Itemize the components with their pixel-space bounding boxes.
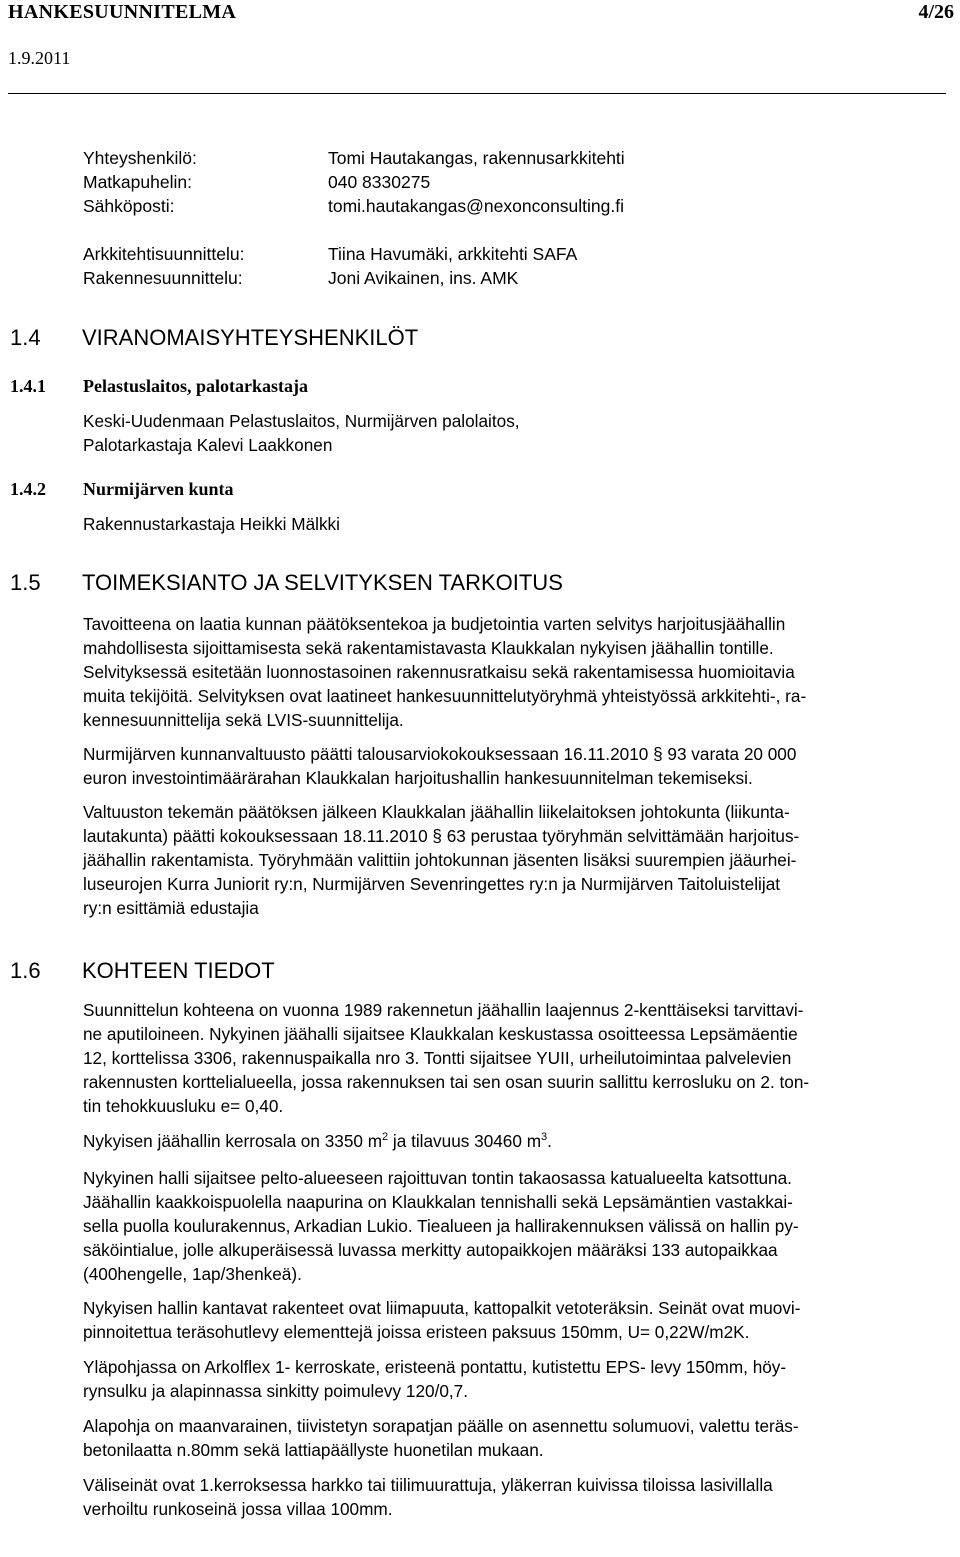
subsection-title: Pelastuslaitos, palotarkastaja [83, 376, 308, 396]
section-number: 1.4 [10, 325, 41, 350]
paragraph [83, 1296, 943, 1344]
text-line: luseurojen Kurra Juniorit ry:n, Nurmijärven Sevenringettes ry:n ja Nurmijärven Taitoluistelijat [83, 874, 781, 894]
text-line: lautakunta) päätti kokouksessaan 18.11.2010 § 63 perustaa työryhmän selvittämään harjoitus- [83, 826, 800, 846]
text-line: tin tehokkuusluku e= 0,40. [83, 1096, 284, 1116]
contact-value: tomi.hautakangas@nexonconsulting.fi [328, 196, 625, 216]
subsection-heading-1-4-2 [10, 479, 234, 500]
subsection-body-1-4-2 [83, 512, 943, 536]
text-line: euron investointimäärärahan Klaukkalan harjoitushallin hankesuunnitelman tekemiseksi. [83, 768, 753, 788]
page-number: 4/26 [918, 1, 954, 23]
superscript: 2 [382, 1131, 389, 1143]
text-line: betonilaatta n.80mm sekä lattiapäällyste huonetilan mukaan. [83, 1440, 544, 1460]
header-divider [8, 93, 946, 94]
text-line: muita tekijöitä. Selvityksen ovat laatineet hankesuunnittelutyöryhmä yhteistyössä arkkitehti-, ra- [83, 686, 807, 706]
paragraph [83, 742, 943, 790]
text-fragment: . [547, 1131, 552, 1151]
text-line: jäähallin rakentamista. Työryhmään valittiin johtokunnan jäsenten lisäksi suurempien jääurhei- [83, 850, 797, 870]
designer-value: Joni Avikainen, ins. AMK [328, 268, 519, 288]
designer-row [83, 242, 577, 266]
text-line: verhoiltu runkoseinä jossa villaa 100mm. [83, 1499, 393, 1519]
subsection-number: 1.4.1 [10, 376, 46, 396]
text-line: Selvityksessä esitetään luonnostasoinen rakennusratkaisu sekä rakentamisessa huomioitavia [83, 662, 795, 682]
text-line: sella puolla koulurakennus, Arkadian Lukio. Tiealueen ja hallirakennuksen välissä on hallin py- [83, 1216, 799, 1236]
contact-value: Tomi Hautakangas, rakennusarkkitehti [328, 148, 625, 168]
text-line: Palotarkastaja Kalevi Laakkonen [83, 435, 333, 455]
contact-row [83, 194, 625, 218]
paragraph [83, 1414, 943, 1462]
paragraph-floor-area [83, 1129, 943, 1153]
superscript: 3 [541, 1131, 548, 1143]
text-fragment: ja tilavuus 30460 m [388, 1131, 542, 1151]
text-line: Väliseinät ovat 1.kerroksessa harkko tai tiilimuurattuja, yläkerran kuivissa tiloissa lasivillalla [83, 1475, 773, 1495]
contact-block [83, 146, 625, 218]
text-line: ne aputiloineen. Nykyinen jäähalli sijaitsee Klaukkalan keskustassa osoitteessa Lepsämäentie [83, 1024, 798, 1044]
text-line: (400hengelle, 1ap/3henkeä). [83, 1264, 302, 1284]
document-title: HANKESUUNNITELMA [8, 1, 237, 23]
designer-label: Arkkitehtisuunnittelu: [83, 244, 245, 264]
section-number: 1.6 [10, 958, 41, 983]
subsection-body-1-4-1 [83, 409, 943, 457]
contact-label: Matkapuhelin: [83, 172, 192, 192]
text-line: kennesuunnittelija sekä LVIS-suunnittelija. [83, 710, 404, 730]
text-line: Nykyinen halli sijaitsee pelto-alueeseen rajoittuvan tontin takaosassa katualueelta katsottuna. [83, 1168, 792, 1188]
contact-label: Sähköposti: [83, 196, 175, 216]
text-line: Nykyisen hallin kantavat rakenteet ovat liimapuuta, kattopalkit vetoteräksin. Seinät ovat muovi- [83, 1298, 801, 1318]
text-line: Rakennustarkastaja Heikki Mälkki [83, 514, 340, 534]
section-title: TOIMEKSIANTO JA SELVITYKSEN TARKOITUS [82, 570, 563, 595]
text-line: Tavoitteena on laatia kunnan päätöksentekoa ja budjetointia varten selvitys harjoitusjäähallin [83, 614, 786, 634]
paragraph [83, 1166, 943, 1286]
designer-row [83, 266, 577, 290]
paragraph [83, 1355, 943, 1403]
section-number: 1.5 [10, 570, 41, 595]
text-line: Alapohja on maanvarainen, tiivistetyn sorapatjan päälle on asennettu solumuovi, valettu teräs- [83, 1416, 799, 1436]
text-line [83, 1129, 943, 1153]
designer-label: Rakennesuunnittelu: [83, 268, 243, 288]
text-line: mahdollisesta sijoittamisesta sekä rakentamistavasta Klaukkalan nykyisen jäähallin tontille. [83, 638, 774, 658]
subsection-number: 1.4.2 [10, 479, 46, 499]
section-heading-1-4 [10, 325, 418, 351]
text-line: Suunnittelun kohteena on vuonna 1989 rakennetun jäähallin laajennus 2-kenttäiseksi tarvittavi- [83, 1000, 804, 1020]
paragraph [83, 998, 943, 1118]
paragraph [83, 800, 943, 920]
text-line: rynsulku ja alapinnassa sinkitty poimulevy 120/0,7. [83, 1381, 469, 1401]
text-line: Keski-Uudenmaan Pelastuslaitos, Nurmijärven palolaitos, [83, 411, 520, 431]
text-line: Nurmijärven kunnanvaltuusto päätti talousarviokokouksessaan 16.11.2010 § 93 varata 20 000 [83, 744, 797, 764]
paragraph [83, 612, 943, 732]
subsection-heading-1-4-1 [10, 376, 308, 397]
text-line: Jäähallin kaakkoispuolella naapurina on Klaukkalan tennishalli sekä Lepsämäntien vastakkai- [83, 1192, 793, 1212]
document-date: 1.9.2011 [8, 48, 71, 68]
text-line: ry:n esittämiä edustajia [83, 898, 259, 918]
contact-row [83, 170, 625, 194]
section-heading-1-6 [10, 958, 275, 984]
text-line: Valtuuston tekemän päätöksen jälkeen Klaukkalan jäähallin liikelaitoksen johtokunta (liikunta- [83, 802, 790, 822]
section-heading-1-5 [10, 570, 563, 596]
text-line: Yläpohjassa on Arkolflex 1- kerroskate, eristeenä pontattu, kutistettu EPS- levy 150mm, höy- [83, 1357, 787, 1377]
paragraph [83, 1473, 943, 1521]
designer-block [83, 242, 577, 290]
text-line: rakennusten korttelialueella, jossa rakennuksen tai sen osan suurin sallittu kerrosluku on 2. ton- [83, 1072, 810, 1092]
subsection-title: Nurmijärven kunta [83, 479, 234, 499]
contact-value: 040 8330275 [328, 172, 431, 192]
designer-value: Tiina Havumäki, arkkitehti SAFA [328, 244, 578, 264]
contact-row [83, 146, 625, 170]
text-line: pinnoitettua teräsohutlevy elementtejä joissa eristeen paksuus 150mm, U= 0,22W/m2K. [83, 1322, 750, 1342]
section-title: KOHTEEN TIEDOT [82, 958, 275, 983]
text-fragment: Nykyisen jäähallin kerrosala on 3350 m [83, 1131, 383, 1151]
section-title: VIRANOMAISYHTEYSHENKILÖT [82, 325, 419, 350]
text-line: 12, korttelissa 3306, rakennuspaikalla nro 3. Tontti sijaitsee YUII, urheilutoimintaa palvelevien [83, 1048, 792, 1068]
contact-label: Yhteyshenkilö: [83, 148, 197, 168]
text-line: säköintialue, jolle alkuperäisessä luvassa merkitty autopaikkojen määräksi 133 autopaikkaa [83, 1240, 778, 1260]
